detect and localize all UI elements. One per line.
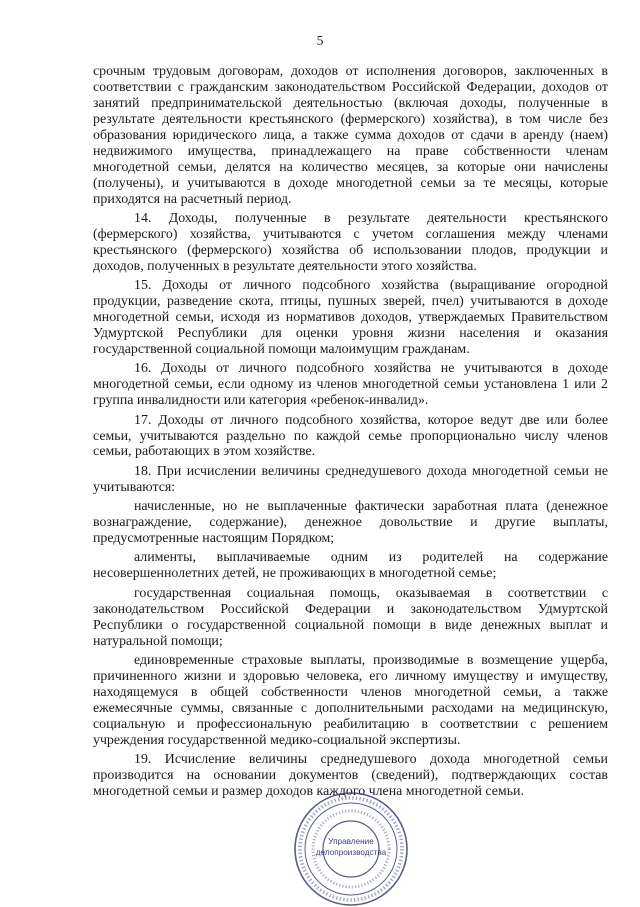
paragraph-16: 16. Доходы от личного подсобного хозяйства не учитываются в доходе многодетной семьи, если одному из членов многодетной семьи установлена 1 или 2 группа инвалидности или категория «ребенок-инвалид». bbox=[93, 361, 608, 409]
office-stamp bbox=[291, 787, 411, 907]
list-item-insurance-payments: единовременные страховые выплаты, производимые в возмещение ущерба, причиненного жизни и здоровью человека, его личному имуществу и имуществу, находящемуся в общей собственности членов многодетной семьи, а также ежемесячные суммы, связанные с дополнительными расходами на медицинскую, социальную и профессиональную реабилитацию в соответствии с решением учреждения государственной медико-социальной экспертизы. bbox=[93, 652, 608, 748]
paragraph-14: 14. Доходы, полученные в результате деятельности крестьянского (фермерского) хозяйства, учитываются с учетом соглашения между членами крестьянского (фермерского) хозяйства об использовании плодов, продукции и доходов, полученных в результате деятельности этого хозяйства. bbox=[93, 210, 608, 274]
document-body bbox=[93, 64, 608, 803]
paragraph-17: 17. Доходы от личного подсобного хозяйства, которое ведут две или более семьи, учитываются раздельно по каждой семье пропорционально числу членов семьи, работающих в этом хозяйстве. bbox=[93, 412, 608, 460]
paragraph-13-continuation: срочным трудовым договорам, доходов от исполнения договоров, заключенных в соответствии с гражданским законодательством Российской Федерации, доходов от занятий предпринимательской деятельностью (включая доходы, полученные в результате деятельности крестьянского (фермерского) хозяйства), в том числе без образования юридического лица, а также сумма доходов от сдачи в аренду (наем) недвижимого имущества, принадлежащего на праве собственности членам многодетной семьи, делятся на количество месяцев, за которые они начислены (получены), и учитываются в доходе многодетной семьи за те месяцы, которые приходятся на расчетный период. bbox=[93, 64, 608, 207]
list-item-unpaid-wages: начисленные, но не выплаченные фактически заработная плата (денежное вознаграждение, содержание), денежное довольствие и другие выплаты, предусмотренные настоящим Порядком; bbox=[93, 499, 608, 547]
page-number: 5 bbox=[316, 33, 324, 48]
list-item-alimony: алименты, выплачиваемые одним из родителей на содержание несовершеннолетних детей, не проживающих в многодетной семье; bbox=[93, 550, 608, 582]
list-item-state-social-aid: государственная социальная помощь, оказываемая в соответствии с законодательством Российской Федерации и законодательством Удмуртской Республики о государственной социальной помощи в виде денежных выплат и натуральной помощи; bbox=[93, 585, 608, 649]
paragraph-15: 15. Доходы от личного подсобного хозяйства (выращивание огородной продукции, разведение скота, птицы, пушных зверей, пчел) учитываются в доходе многодетной семьи, исходя из нормативов доходов, утверждаемых Правительством Удмуртской Республики для оценки уровня жизни населения и оказания государственной социальной помощи малоимущим гражданам. bbox=[93, 278, 608, 357]
paragraph-18: 18. При исчислении величины среднедушевого дохода многодетной семьи не учитываются: bbox=[93, 463, 608, 495]
stamp-line-2: делопроизводства bbox=[315, 848, 387, 857]
stamp-line-1: Управление bbox=[328, 837, 374, 846]
paragraph-19: 19. Исчисление величины среднедушевого дохода многодетной семьи производится на основании документов (сведений), подтверждающих состав многодетной семьи и размер доходов каждого члена многодетной семьи. bbox=[93, 751, 608, 799]
